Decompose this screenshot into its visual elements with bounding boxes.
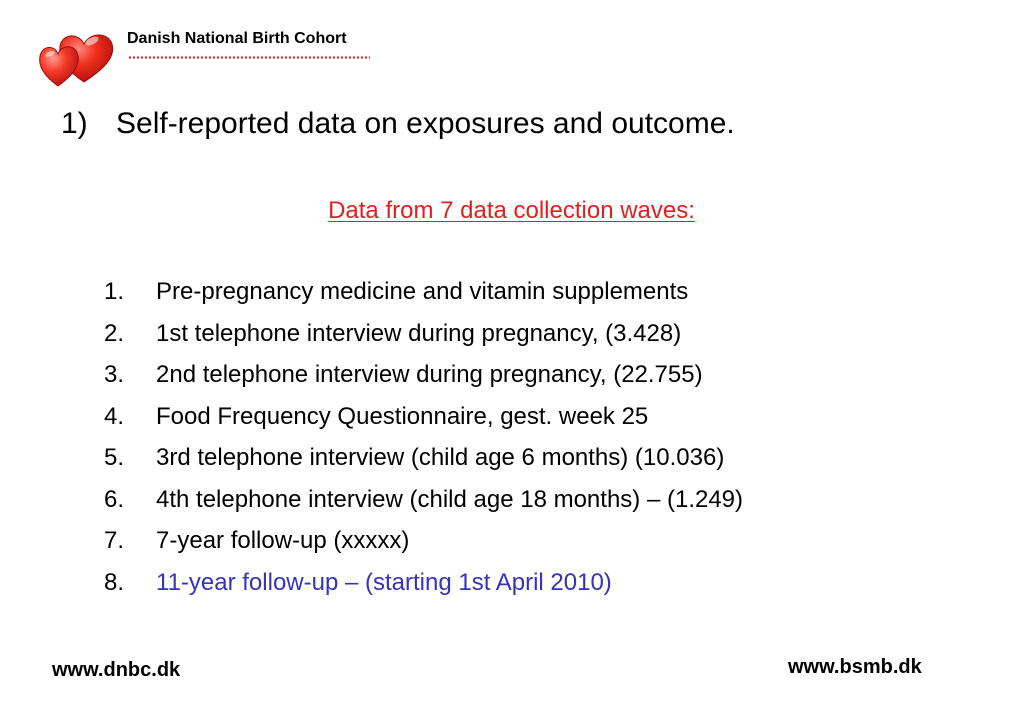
list-item-index: 8.: [104, 568, 125, 596]
list-item-index: 6.: [104, 485, 125, 513]
list-item-text: 4th telephone interview (child age 18 months) – (1.249): [156, 485, 744, 513]
list-item-index: 5.: [104, 444, 125, 471]
list-item-index: 3.: [104, 361, 125, 388]
heading-number: 1): [61, 107, 88, 140]
list-item-index: 4.: [104, 402, 125, 430]
list-item-text: Food Frequency Questionnaire, gest. week 25: [156, 402, 649, 430]
heading-text: Self-reported data on exposures and outcome.: [116, 107, 735, 140]
list-item-text: 1st telephone interview during pregnancy, (3.428): [156, 319, 682, 347]
list-item-text: Pre-pregnancy medicine and vitamin supplements: [156, 278, 689, 305]
list-item: [104, 486, 743, 528]
list-item-text: 2nd telephone interview during pregnancy, (22.755): [156, 361, 703, 388]
list-item: [104, 361, 743, 403]
brand-name: Danish National Birth Cohort: [127, 30, 347, 47]
slide-heading: [61, 107, 735, 141]
list-item-index: 1.: [104, 278, 125, 305]
list-item: [104, 278, 743, 320]
footer-link-bsmb[interactable]: www.bsmb.dk: [788, 656, 922, 678]
list-item-text: 7-year follow-up (xxxxx): [156, 527, 410, 554]
hearts-logo-icon: [36, 24, 122, 88]
list-item-highlighted: [104, 569, 743, 611]
list-item-text: 3rd telephone interview (child age 6 months) (10.036): [156, 444, 725, 471]
subheading: Data from 7 data collection waves:: [328, 197, 695, 224]
brand-dotted-underline: [128, 56, 370, 59]
list-item: [104, 527, 743, 569]
list-item-index: 2.: [104, 319, 125, 347]
list-item: [104, 444, 743, 486]
list-item: [104, 403, 743, 445]
list-item-text: 11-year follow-up – (starting 1st April 2010): [156, 568, 612, 596]
footer-link-dnbc[interactable]: www.dnbc.dk: [52, 659, 181, 681]
list-item-index: 7.: [104, 527, 125, 554]
list-item: [104, 320, 743, 362]
waves-list: [104, 278, 743, 610]
